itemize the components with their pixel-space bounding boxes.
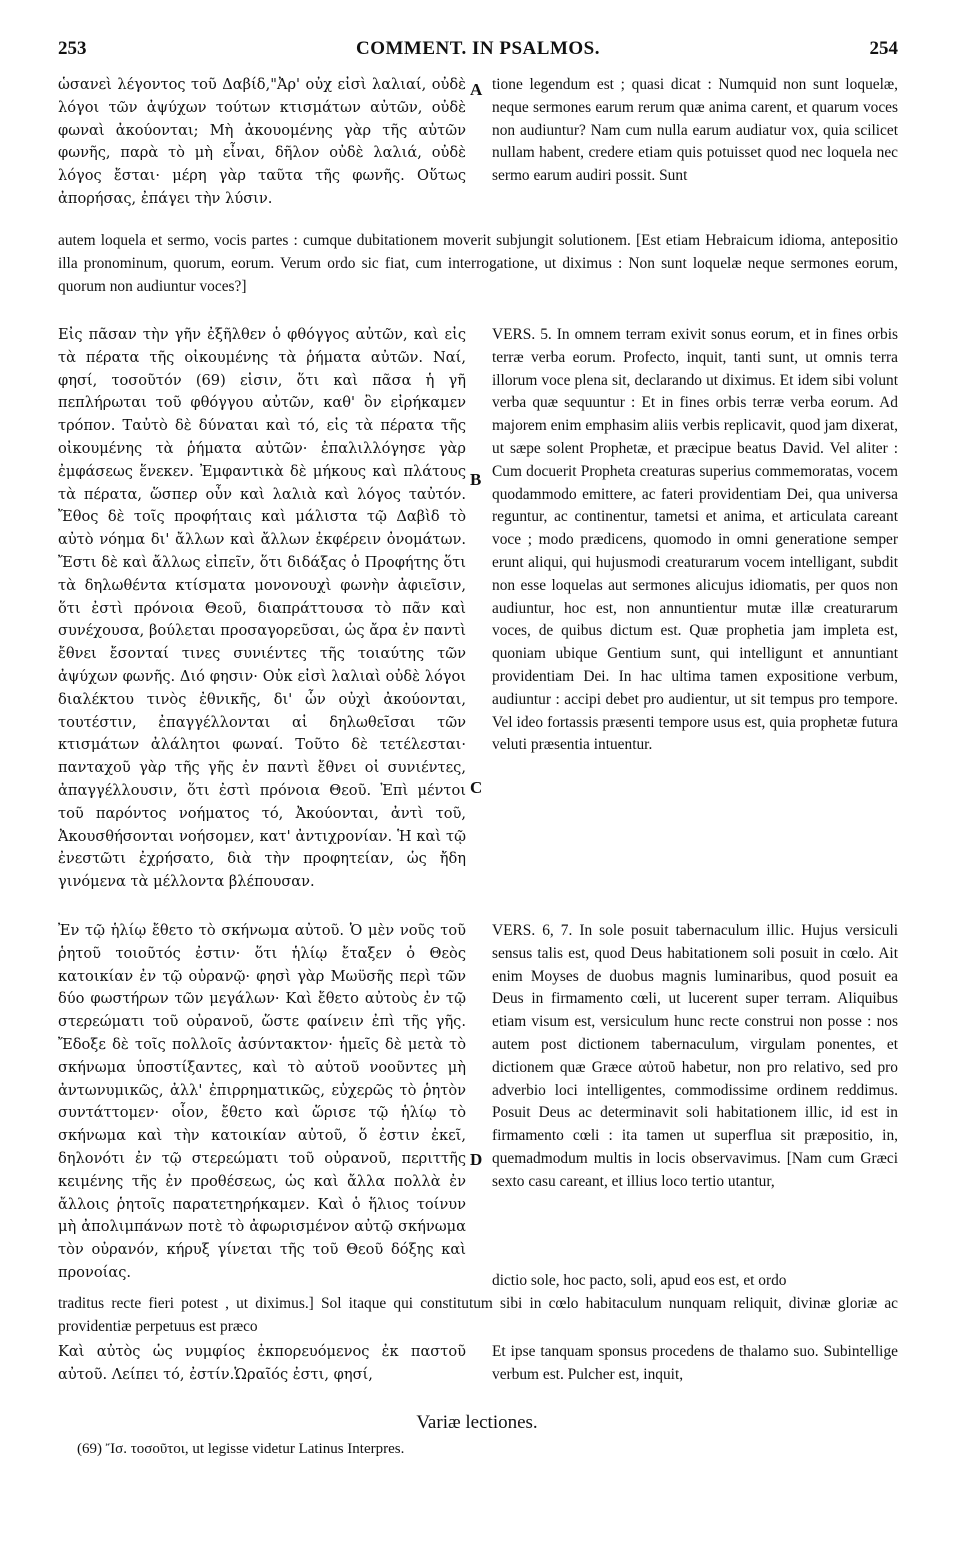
margin-letter-c: C <box>470 778 483 797</box>
variae-lectiones-heading: Variæ lectiones. <box>416 1412 538 1433</box>
full-width-block-1 <box>58 230 898 322</box>
greek-paragraph: Καὶ αὐτὸς ὡς νυμφίος ἐκπορευόμενος ἐκ παστοῦ αὐτοῦ. Λείπει τό, ἐστίν.Ὡραῖός ἐστι, φησί, <box>58 1343 466 1383</box>
full-width-block-3 <box>58 1293 898 1341</box>
margin-letter-a: A <box>470 80 483 99</box>
greek-column-block-2 <box>58 324 466 918</box>
right-page-number: 254 <box>869 38 898 59</box>
latin-column-block-4 <box>492 1341 898 1389</box>
full-width-paragraph: traditus recte fieri potest , ut diximus.] Sol itaque qui constitutum sibi in cœlo habitaculum nunquam reliquit, divinæ gloriæ ac providentiæ perpetuus est præco <box>58 1295 898 1335</box>
margin-letter-d: D <box>470 1150 483 1169</box>
greek-column-block-1 <box>58 74 466 234</box>
greek-paragraph: ὡσανεὶ λέγοντος τοῦ Δαβίδ,"Ἀρ' οὐχ εἰσὶ λαλιαί, οὐδὲ λόγοι τῶν ἀψύχων τούτων κτισμάτων αὐτῶν, οὐδὲ φωναὶ ἀκούονται; Μὴ ἀκουομένης γὰρ τῆς αὐτῶν φωνῆς, παρὰ τὸ μὴ εἶναι, δῆλον οὐδὲ λαλιά, οὐδὲ λόγος ἔσται· μέρη γὰρ ταῦτα τῆς φωνῆς. Οὕτως ἀπορήσας, ἐπάγει τὴν λύσιν. <box>58 76 466 207</box>
full-width-paragraph: autem loquela et sermo, vocis partes : cumque dubitationem moverit subjungit solutionem. [Est etiam Hebraicum idioma, antepositio illa pronominum, quorum, eorum. Verum ordo sic fiat, cum interrogatione, ut diximus : Non sunt loquelæ neque sermones eorum, quorum non audiuntur voces?] <box>58 232 898 295</box>
greek-column-block-3 <box>58 920 466 1290</box>
latin-column-block-2 <box>492 324 898 894</box>
latin-paragraph: VERS. 6, 7. In sole posuit tabernaculum illic. Hujus versiculi sensus talis est, quod Deus habitationem soli posuit in cœlo. Ait enim Moyses de duobus magnis luminaribus, quod posuit ea Deus in firmamento cœli, ut lucerent super terram. Aliquibus etiam visum est, versiculum hunc recte construi non posse : nos autem post dictionem tabernaculum, virgulam ponentes, et dictionem quæ Græce αὐτοῦ habetur, non pro relativo, sed pro adverbio loci intelligentes, commodissime ordinem reddimus. Posuit Deus ac determinavit soli habitationem illic, id est in firmamento cœli : ita tamen ut superflua sit præpositio, in, quemadmodum multis in locis observavimus. [Nam cum Græci sexto casu careant, et illius loco tertio utantur, <box>492 922 898 1190</box>
latin-paragraph-tail: dictio sole, hoc pacto, soli, apud eos est, et ordo <box>492 1272 787 1289</box>
running-header <box>58 38 898 66</box>
latin-column-block-1 <box>492 74 898 234</box>
greek-paragraph: Εἰς πᾶσαν τὴν γῆν ἐξῆλθεν ὁ φθόγγος αὐτῶν, καὶ εἰς τὰ πέρατα τῆς οἰκουμένης τὰ ῥήματα αὐτῶν. Ναί, φησί, τοσοῦτόν (69) εἰσιν, ὅτι καὶ πᾶσα ἡ γῆ πεπλήρωται τοῦ φθόγγου αὐτῶν, καθ' ὃν εἰρήκαμεν τρόπον. Ταὐτὸ δὲ δύναται καὶ τό, εἰς τὰ πέρατα τῆς οἰκουμένης τὰ ῥήματα αὐτῶν· ἐπαλιλλόγησε γὰρ ἐμφάσεως ἕνεκεν. Ἐμφαντικὰ δὲ μήκους καὶ πλάτους τὰ πέρατα, ὥσπερ οὖν καὶ λαλιὰ καὶ λόγος ταὐτόν. Ἔθος δὲ τοῖς προφήταις καὶ μάλιστα τῷ Δαβὶδ τὸ αὐτὸ νόημα δι' ἄλλων καὶ ἄλλων ἐκφέρειν ὀνομάτων. Ἔστι δὲ καὶ ἄλλως εἰπεῖν, ὅτι διδάξας ὁ Προφήτης ὅτι τὰ δηλωθέντα κτίσματα μονονουχὶ φωνὴν ἀφιεῖσιν, ὅτι ἐστὶ πρόνοια Θεοῦ, διαπράττουσα τὸ πᾶν καὶ συνέχουσα, βούλεται προσαγορεῦσαι, ὡς ἄρα ἐν παντὶ ἔθνει ἔσονταί τινες συνιέντες τῆς τοιαύτης τῶν ἀψύχων φωνῆς. Διό φησιν· Οὐκ εἰσὶ λαλιαὶ οὐδὲ λόγοι διαλέκτου τινὸς ἐθνικῆς, δι' ὧν οὐχὶ ἀκούονται, τουτέστιν, ἐπαγγέλλονται αἱ δηλωθεῖσαι τῶν κτισμάτων ἀλάλητοι φωναί. Τοῦτο δὲ τετέλεσται· πανταχοῦ γὰρ τῆς γῆς ἐν παντὶ ἔθνει οἱ συνιέντες, ἀπαγγέλλουσιν, ὅτι ἐστὶ πρόνοια Θεοῦ. Ἐπὶ μέντοι τοῦ παρόντος νοήματος τό, Ἀκούονται, ἀντὶ τοῦ, Ἀκουσθήσονται νοήσομεν, κατ' ἀντιχρονίαν. Ἡ καὶ τῷ ἐνεστῶτι ἐχρήσατο, διὰ τὴν προφητείαν, ὡς ἤδη γινόμενα τὰ μέλλοντα βλέπουσαν. <box>58 326 466 891</box>
margin-letter-b: B <box>470 470 482 489</box>
latin-paragraph: VERS. 5. In omnem terram exivit sonus eorum, et in fines orbis terræ verba eorum. Profecto, inquit, tanti sunt, ut omnis terra illorum voce plena sit, declarando ut diximus. Et idem sibi volunt verba quæ sequuntur : Et in fines orbis terræ verba eorum. Ad majorem enim emphasim aliis verbis replicavit, quod jam dixerat, ut sæpe solent Prophetæ, et præcipue beatus David. Vel aliter : Cum docuerit Propheta creaturas superius commemoratas, vocem quodammodo emittere, ac fateri providentiam Dei, qua universa reguntur, ac continentur, tametsi et anima, et articulata careant voce ; modo prædicens, quomodo in omni generatione semper erunt aliqui, qui hujusmodi creaturarum vocem intelligant, subdit non esse loquelas aut sermones alicujus idiomatis, per quos non audiuntur, hoc est, non annuntientur mutæ illæ creaturarum voces, de quibus dictum est. Quæ prophetia jam impleta est, quoniam ubique Gentium sunt, qui intelligunt et annuntiant providentiam Dei. In hac ultima tamen expositione verbum, audiuntur : accipi debet pro audientur, ut sit tempus pro tempore. Vel ideo fortassis præsenti tempore usus est, quia prophetæ futura veluti præsentia intuentur. <box>492 326 898 754</box>
latin-column-block-3 <box>492 920 898 1268</box>
greek-column-block-4 <box>58 1341 466 1389</box>
latin-column-block-3-tail <box>492 1270 898 1294</box>
greek-paragraph: Ἐν τῷ ἡλίῳ ἔθετο τὸ σκήνωμα αὐτοῦ. Ὁ μὲν νοῦς τοῦ ῥητοῦ τοιοῦτός ἐστιν· ὅτι ἡλίῳ ἔταξεν ὁ Θεὸς κατοικίαν ἐν τῷ οὐρανῷ· φησὶ γὰρ Μωϋσῆς περὶ τῶν δύο φωστήρων τῶν μεγάλων· Καὶ ἔθετο αὐτοὺς ἐν τῷ στερεώματι τοῦ οὐρανοῦ, ὥστε φαίνειν ἐπὶ τῆς γῆς. Ἔδοξε δὲ τοῖς πολλοῖς ἀσύντακτον· ἡμεῖς δὲ μετὰ τὸ σκήνωμα ὑποστίξαντες, καὶ τὸ αὐτοῦ νοοῦντες μὴ ἀντωνυμικῶς, ἀλλ' ἐπιρρηματικῶς, εὐχερῶς τὸ ῥητὸν συντάττομεν· οἷον, ἔθετο καὶ ὥρισε τῷ ἡλίῳ τὸ σκήνωμα καὶ τὴν κατοικίαν αὐτοῦ, ὅ ἐστιν ἐκεῖ, δηλονότι ἐν τῷ στερεώματι τοῦ οὐρανοῦ, περιττῆς κειμένης τῆς ἐν προθέσεως, ὡς καὶ ἄλλα πολλὰ ἐν ἄλλοις ῥητοῖς παρατετηρήκαμεν. Καὶ ὁ ἥλιος τοίνυν μὴ ἀπολιμπάνων ποτὲ τὸ ἀφωρισμένον αὐτῷ σκήνωμα τὸν οὐρανόν, κήρυξ γίνεται τῆς τοῦ Θεοῦ δόξης καὶ προνοίας. <box>58 922 466 1281</box>
left-page-number: 253 <box>58 38 87 59</box>
latin-paragraph: Et ipse tanquam sponsus procedens de thalamo suo. Subintellige verbum est. Pulcher est, inquit, <box>492 1343 898 1383</box>
latin-paragraph: tione legendum est ; quasi dicat : Numquid non sunt loquelæ, neque sermones earum rerum quæ anima carent, et quarum voces non audiuntur? Nam cum nulla earum audiatur vox, quia scilicet nullam habent, credere etiam quis potuisset quod nec loquela nec sermo earum audiri possit. Sunt <box>492 76 898 185</box>
running-title: COMMENT. IN PSALMOS. <box>356 38 600 59</box>
footnote: (69) Ἴσ. τοσοῦτοι, ut legisse videtur Latinus Interpres. <box>77 1441 405 1457</box>
